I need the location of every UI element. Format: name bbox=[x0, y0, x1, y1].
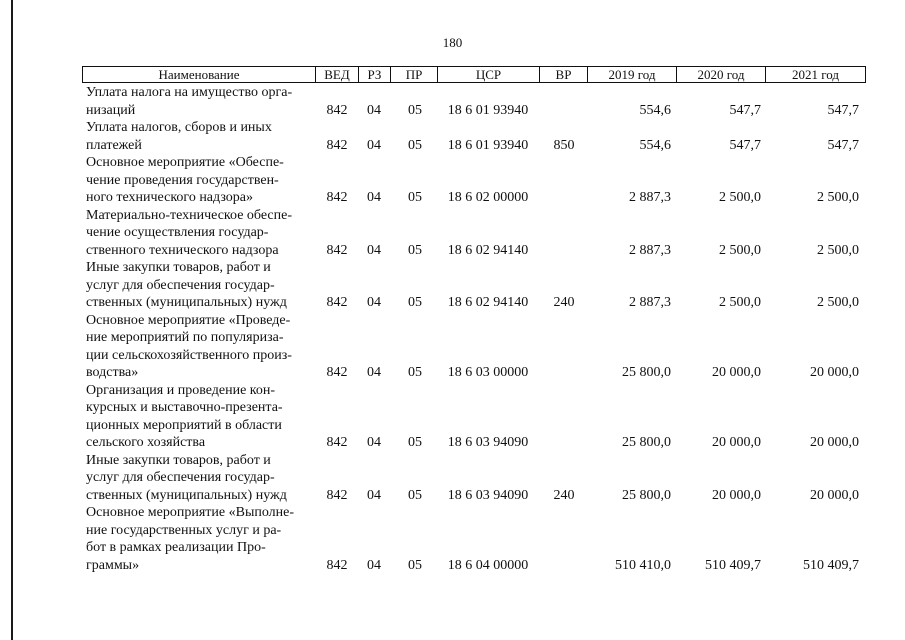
cell-2021: 2 500,0 bbox=[817, 295, 859, 310]
cell-vr: 240 bbox=[553, 487, 575, 503]
table-row bbox=[0, 207, 905, 260]
table-row bbox=[0, 119, 905, 154]
table-row bbox=[0, 259, 905, 312]
cell-csr: 18 6 01 93940 bbox=[447, 137, 529, 153]
cell-pr: 05 bbox=[408, 365, 422, 380]
table-row bbox=[0, 154, 905, 207]
cell-csr: 18 6 02 94140 bbox=[447, 242, 529, 258]
row-name: Материально-техническое обеспе- чение осуществления государ- ственного технического надзора bbox=[86, 207, 292, 258]
cell-rz: 04 bbox=[367, 102, 381, 118]
cell-2020: 20 000,0 bbox=[712, 435, 761, 450]
cell-ved: 842 bbox=[326, 102, 348, 118]
cell-2021: 547,7 bbox=[827, 102, 859, 118]
cell-csr: 18 6 03 94090 bbox=[447, 487, 529, 503]
cell-pr: 05 bbox=[408, 435, 422, 450]
cell-ved: 842 bbox=[326, 435, 348, 450]
cell-2020: 2 500,0 bbox=[719, 295, 761, 310]
cell-pr: 05 bbox=[408, 295, 422, 310]
cell-2021: 2 500,0 bbox=[817, 242, 859, 258]
cell-rz: 04 bbox=[367, 435, 381, 450]
cell-pr: 05 bbox=[408, 137, 422, 153]
cell-2020: 547,7 bbox=[729, 102, 761, 118]
row-name: Основное мероприятие «Обеспе- чение проведения государствен- ного технического надзора» bbox=[86, 155, 284, 205]
table-row bbox=[0, 84, 905, 119]
cell-pr: 05 bbox=[408, 190, 422, 205]
header-2021: 2021 год bbox=[792, 67, 839, 82]
header-2019: 2019 год bbox=[588, 67, 677, 82]
table-header bbox=[82, 66, 866, 83]
cell-ved: 842 bbox=[326, 242, 348, 258]
cell-ved: 842 bbox=[326, 487, 348, 503]
cell-2019: 25 800,0 bbox=[622, 487, 671, 503]
header-vr: ВР bbox=[540, 67, 588, 82]
cell-vr: 850 bbox=[553, 137, 575, 153]
cell-ved: 842 bbox=[326, 557, 348, 573]
cell-2020: 510 409,7 bbox=[705, 557, 761, 573]
row-name: Основное мероприятие «Выполне- ние государственных услуг и ра- бот в рамках реализации Про- граммы» bbox=[86, 505, 295, 573]
table-row bbox=[0, 382, 905, 452]
header-ved: ВЕД bbox=[316, 67, 359, 82]
table-row bbox=[0, 504, 905, 574]
cell-csr: 18 6 04 00000 bbox=[447, 557, 529, 573]
table-row bbox=[0, 312, 905, 382]
row-name: Иные закупки товаров, работ и услуг для обеспечения государ- ственных (муниципальных) нужд bbox=[86, 260, 287, 310]
header-csr: ЦСР bbox=[438, 67, 540, 82]
row-name: Уплата налога на имущество орга- низаций bbox=[86, 85, 293, 118]
cell-csr: 18 6 03 00000 bbox=[447, 365, 529, 380]
cell-2020: 547,7 bbox=[729, 137, 761, 153]
cell-rz: 04 bbox=[367, 487, 381, 503]
header-rz: РЗ bbox=[359, 67, 391, 82]
cell-2019: 25 800,0 bbox=[622, 435, 671, 450]
cell-2021: 510 409,7 bbox=[803, 557, 859, 573]
cell-rz: 04 bbox=[367, 557, 381, 573]
header-name: Наименование bbox=[83, 67, 316, 82]
cell-pr: 05 bbox=[408, 487, 422, 503]
header-pr: ПР bbox=[391, 67, 438, 82]
page-number: 180 bbox=[442, 35, 463, 50]
cell-ved: 842 bbox=[326, 365, 348, 380]
cell-2019: 2 887,3 bbox=[629, 190, 671, 205]
cell-rz: 04 bbox=[367, 137, 381, 153]
row-name: Иные закупки товаров, работ и услуг для обеспечения государ- ственных (муниципальных) нужд bbox=[86, 452, 287, 503]
cell-csr: 18 6 02 94140 bbox=[447, 295, 529, 310]
cell-2020: 2 500,0 bbox=[719, 242, 761, 258]
cell-ved: 842 bbox=[326, 190, 348, 205]
cell-2021: 20 000,0 bbox=[810, 365, 859, 380]
cell-csr: 18 6 02 00000 bbox=[447, 190, 529, 205]
cell-2019: 554,6 bbox=[639, 102, 671, 118]
row-name: Организация и проведение кон- курсных и выставочно-презента- ционных мероприятий в области сельского хозяйства bbox=[86, 382, 283, 450]
cell-ved: 842 bbox=[326, 295, 348, 310]
cell-vr: 240 bbox=[553, 295, 575, 310]
cell-pr: 05 bbox=[408, 242, 422, 258]
cell-2019: 554,6 bbox=[639, 137, 671, 153]
cell-2021: 20 000,0 bbox=[810, 487, 859, 503]
cell-ved: 842 bbox=[326, 137, 348, 153]
cell-2020: 20 000,0 bbox=[712, 487, 761, 503]
cell-2021: 547,7 bbox=[827, 137, 859, 153]
cell-2019: 510 410,0 bbox=[615, 557, 671, 573]
cell-pr: 05 bbox=[408, 557, 422, 573]
cell-2020: 2 500,0 bbox=[719, 190, 761, 205]
header-2020: 2020 год bbox=[677, 67, 766, 82]
cell-rz: 04 bbox=[367, 295, 381, 310]
cell-2019: 25 800,0 bbox=[622, 365, 671, 380]
cell-2020: 20 000,0 bbox=[712, 365, 761, 380]
row-name: Уплата налогов, сборов и иных платежей bbox=[86, 120, 272, 153]
cell-rz: 04 bbox=[367, 242, 381, 258]
cell-pr: 05 bbox=[408, 102, 422, 118]
cell-rz: 04 bbox=[367, 365, 381, 380]
table-row bbox=[0, 452, 905, 505]
cell-2019: 2 887,3 bbox=[629, 295, 671, 310]
cell-csr: 18 6 01 93940 bbox=[447, 102, 529, 118]
cell-2019: 2 887,3 bbox=[629, 242, 671, 258]
cell-csr: 18 6 03 94090 bbox=[447, 435, 529, 450]
cell-2021: 20 000,0 bbox=[810, 435, 859, 450]
row-name: Основное мероприятие «Проведе- ние мероприятий по популяриза- ции сельскохозяйственного произ- водства» bbox=[86, 312, 292, 380]
cell-2021: 2 500,0 bbox=[817, 190, 859, 205]
cell-rz: 04 bbox=[367, 190, 381, 205]
